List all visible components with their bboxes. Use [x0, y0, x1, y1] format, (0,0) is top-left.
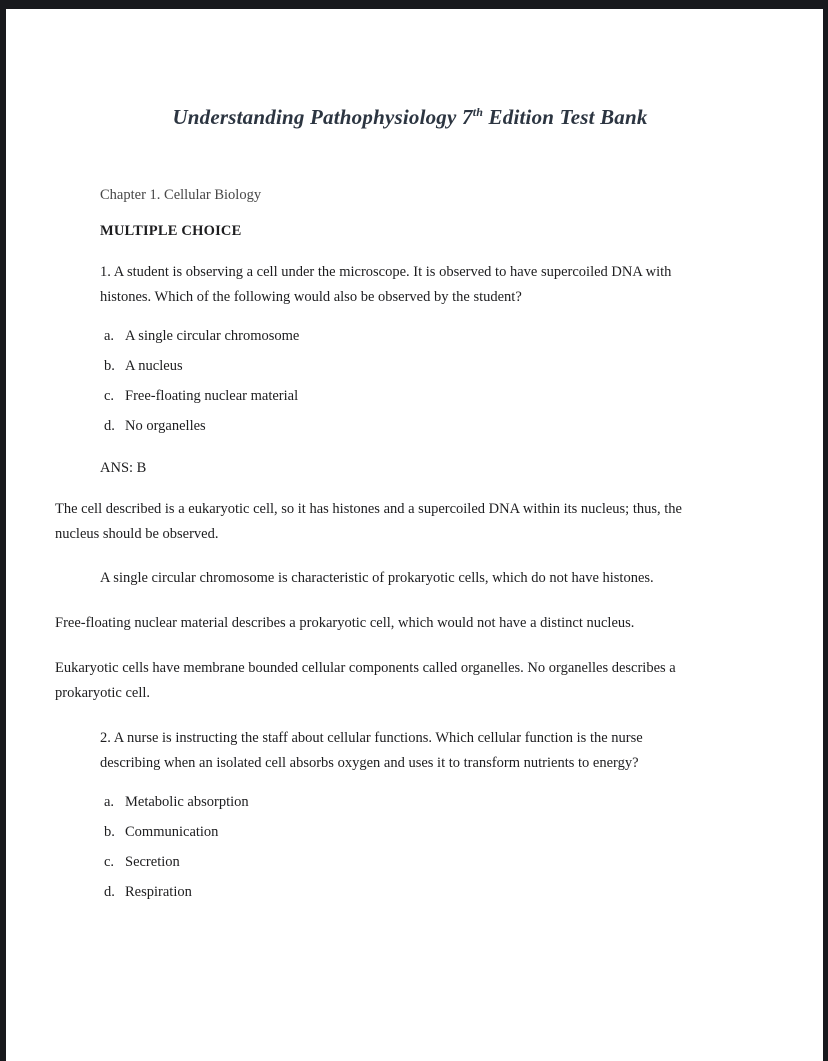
question-block-2: [55, 726, 765, 905]
title-prefix: Understanding Pathophysiology 7: [172, 105, 473, 129]
option-2a-letter: a.: [104, 794, 115, 810]
option-1b-letter: b.: [104, 358, 115, 374]
option-1a-letter: a.: [104, 328, 115, 344]
rationale-paragraph-2: A single circular chromosome is characteristic of prokaryotic cells, which do not have histones.: [100, 570, 654, 586]
option-1c-letter: c.: [104, 388, 115, 404]
rationale-paragraph-1: The cell described is a eukaryotic cell, so it has histones and a supercoiled DNA within its nucleus; thus, the nucleus should be observed.: [55, 501, 682, 542]
option-2c: [104, 850, 765, 875]
title-superscript: th: [472, 105, 484, 119]
option-1b: [104, 354, 765, 379]
option-2d-letter: d.: [104, 884, 115, 900]
question-1-stem: A student is observing a cell under the microscope. It is observed to have supercoiled DNA with histones. Which of the following would also be observed by the student?: [100, 264, 672, 305]
question-2-options: [104, 790, 765, 905]
option-2d-text: Respiration: [125, 884, 192, 900]
option-1c: [104, 384, 765, 409]
option-2b: [104, 820, 765, 845]
option-2b-text: Communication: [125, 824, 219, 840]
rationale-paragraph-4: Eukaryotic cells have membrane bounded cellular components called organelles. No organelles describes a prokaryotic cell.: [55, 660, 676, 701]
question-1-options: [104, 324, 765, 439]
option-1d: [104, 414, 765, 439]
question-1-text: [100, 260, 692, 310]
question-block-1: [55, 260, 765, 706]
option-1d-text: No organelles: [125, 418, 206, 434]
question-2-number: 2.: [100, 730, 111, 746]
option-1a-text: A single circular chromosome: [125, 328, 300, 344]
option-2a-text: Metabolic absorption: [125, 794, 249, 810]
question-1-rationale: [55, 497, 765, 706]
question-1-number: 1.: [100, 264, 111, 280]
option-2d: [104, 880, 765, 905]
option-2c-text: Secretion: [125, 854, 180, 870]
option-2c-letter: c.: [104, 854, 115, 870]
section-heading: MULTIPLE CHOICE: [100, 223, 242, 239]
option-1b-text: A nucleus: [125, 358, 183, 374]
question-2-text: [100, 726, 692, 776]
option-1c-text: Free-floating nuclear material: [125, 388, 299, 404]
option-1a: [104, 324, 765, 349]
question-2-stem: A nurse is instructing the staff about cellular functions. Which cellular function is the nurse describing when an isolated cell absorbs oxygen and uses it to transform nutrients to energy?: [100, 730, 643, 771]
document-page: [6, 9, 823, 1061]
question-1-answer: ANS: B: [100, 460, 147, 476]
option-1d-letter: d.: [104, 418, 115, 434]
title-suffix: Edition Test Bank: [483, 105, 648, 129]
rationale-paragraph-3: Free-floating nuclear material describes a prokaryotic cell, which would not have a distinct nucleus.: [55, 615, 635, 631]
option-2a: [104, 790, 765, 815]
chapter-heading: Chapter 1. Cellular Biology: [100, 187, 262, 203]
option-2b-letter: b.: [104, 824, 115, 840]
document-title: [55, 105, 765, 130]
